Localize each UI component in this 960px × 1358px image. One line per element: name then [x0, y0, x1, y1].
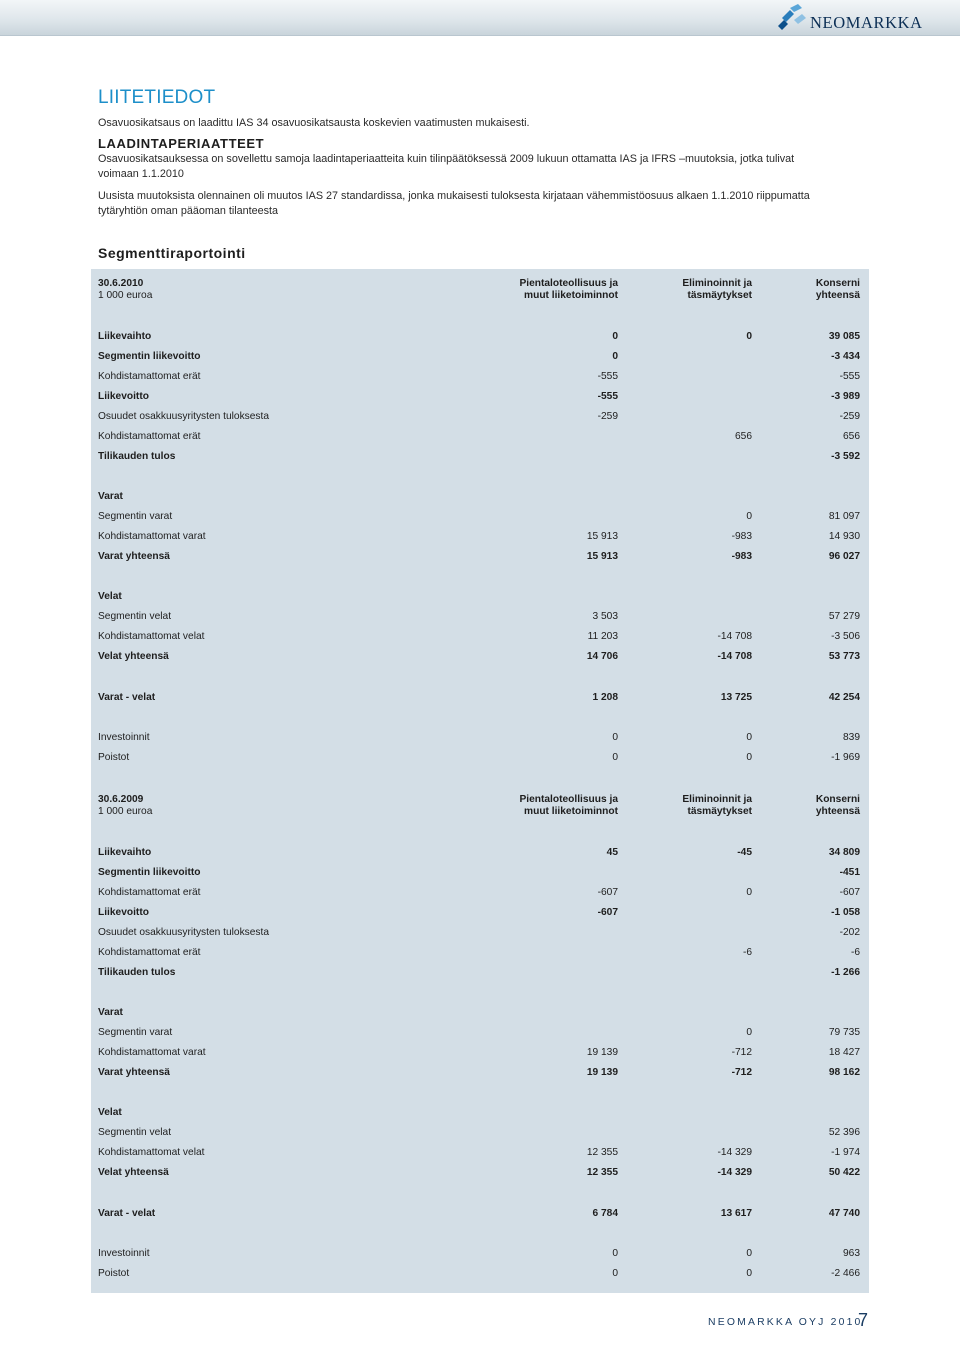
row-label: Velat yhteensä: [98, 1167, 169, 1178]
table-row: [98, 749, 862, 767]
policies-heading: LAADINTAPERIAATTEET: [98, 136, 265, 151]
cell-segment: -607: [597, 887, 618, 898]
policies-text-2: Uusista muutoksista olennainen oli muutos IAS 27 standardissa, jonka mukaisesti tuloksesta kirjataan vähemmistöosuus alkaen 1.1.2010 riippumatta: [98, 190, 810, 202]
intro-text: Osavuosikatsaus on laadittu IAS 34 osavuosikatsausta koskevien vaatimusten mukaisesti.: [98, 117, 530, 129]
cell-eliminations: 0: [746, 511, 752, 522]
col-eliminations-line2: täsmäytykset: [687, 806, 752, 817]
col-group-header: [816, 278, 860, 302]
table-row: [98, 964, 862, 982]
cell-eliminations: 656: [735, 431, 752, 442]
row-label: Tilikauden tulos: [98, 967, 176, 978]
row-label: Poistot: [98, 752, 130, 763]
cell-group: -1 969: [831, 752, 860, 763]
row-label: Osuudet osakkuusyritysten tuloksesta: [98, 411, 270, 422]
row-label: Segmentin varat: [98, 1027, 173, 1038]
cell-group: 53 773: [828, 651, 860, 662]
cell-group: 50 422: [828, 1167, 860, 1178]
table-row: [98, 884, 862, 902]
table-row: [98, 729, 862, 747]
col-group-line1: Konserni: [815, 278, 860, 289]
table-row: [98, 648, 862, 666]
table-row: [98, 528, 862, 546]
row-label: Kohdistamattomat varat: [98, 531, 206, 542]
cell-segment: -259: [597, 411, 618, 422]
cell-segment: 19 139: [586, 1047, 618, 1058]
table-row: [98, 1245, 862, 1263]
cell-group: 57 279: [828, 611, 860, 622]
notes-section: [98, 86, 878, 261]
col-eliminations-header: [682, 278, 752, 302]
table-row: [98, 924, 862, 942]
row-label: Investoinnit: [98, 732, 150, 743]
cell-group: -1 974: [831, 1147, 860, 1158]
table-row: [98, 1064, 862, 1082]
cell-segment: 14 706: [586, 651, 618, 662]
row-label: Poistot: [98, 1268, 130, 1279]
cell-segment: 11 203: [587, 631, 618, 642]
row-label: Tilikauden tulos: [98, 451, 176, 462]
cell-segment: 6 784: [592, 1208, 618, 1219]
cell-group: 52 396: [828, 1127, 860, 1138]
row-label: Kohdistamattomat erät: [98, 431, 201, 442]
col-group-line2: yhteensä: [815, 806, 860, 817]
cell-group: 34 809: [828, 847, 860, 858]
row-label: Kohdistamattomat velat: [98, 631, 205, 642]
cell-group: 79 735: [828, 1027, 860, 1038]
row-label: Liikevaihto: [98, 331, 152, 342]
row-label: Segmentin velat: [98, 1127, 172, 1138]
period-date: 30.6.2009: [98, 794, 144, 805]
col-group-header: [816, 794, 860, 818]
cell-eliminations: -45: [737, 847, 752, 858]
row-label: Varat - velat: [98, 692, 156, 703]
cell-segment: 12 355: [586, 1147, 618, 1158]
table-row: [98, 408, 862, 426]
cell-eliminations: -983: [731, 551, 752, 562]
row-label: Kohdistamattomat erät: [98, 947, 201, 958]
cell-group: -451: [839, 867, 860, 878]
row-label: Kohdistamattomat erät: [98, 887, 201, 898]
table-row: [98, 628, 862, 646]
table-row: [98, 1124, 862, 1142]
cell-eliminations: 0: [746, 1027, 752, 1038]
policies-text-1: Osavuosikatsauksessa on sovellettu samoja laadintaperiaatteita kuin tilinpäätöksessä 2009 lukuun ottamatta IAS ja IFRS –muutoksia, jotka tulivat: [98, 153, 795, 165]
cell-segment: -555: [597, 371, 618, 382]
page-number: 7: [858, 1310, 869, 1330]
cell-group: -3 506: [831, 631, 860, 642]
cell-group: -3 989: [831, 391, 860, 402]
cell-eliminations: -14 708: [717, 651, 752, 662]
table-header: [98, 278, 862, 304]
cell-eliminations: 0: [746, 1248, 752, 1259]
cell-segment: -555: [597, 391, 618, 402]
row-label: Kohdistamattomat velat: [98, 1147, 205, 1158]
logo-mark-icon: [772, 4, 808, 34]
table-row: [98, 428, 862, 446]
cell-group: -1 266: [831, 967, 860, 978]
brand-name: NEOMARKKA: [810, 13, 923, 32]
table-row: [98, 588, 862, 606]
footer-text: NEOMARKKA OYJ 2010: [708, 1317, 863, 1328]
col-segment-line2: muut liiketoiminnot: [524, 290, 618, 301]
row-label: Velat yhteensä: [98, 651, 169, 662]
cell-segment: 1 208: [592, 692, 618, 703]
cell-segment: 0: [612, 1268, 618, 1279]
cell-eliminations: 0: [746, 887, 752, 898]
cell-group: 963: [843, 1248, 860, 1259]
col-segment-line2: muut liiketoiminnot: [524, 806, 618, 817]
row-label: Liikevoitto: [98, 391, 149, 402]
logo: [772, 4, 942, 34]
row-label: Varat: [98, 1007, 123, 1018]
row-label: Kohdistamattomat varat: [98, 1047, 206, 1058]
cell-eliminations: -14 329: [717, 1147, 752, 1158]
cell-group: 98 162: [828, 1067, 860, 1078]
table-row: [98, 508, 862, 526]
col-eliminations-line2: täsmäytykset: [687, 290, 752, 301]
row-label: Segmentin velat: [98, 611, 172, 622]
row-label: Varat yhteensä: [98, 551, 170, 562]
cell-segment: 0: [612, 752, 618, 763]
row-label: Investoinnit: [98, 1248, 150, 1259]
cell-eliminations: -6: [742, 947, 752, 958]
col-group-line2: yhteensä: [815, 290, 860, 301]
cell-group: 96 027: [828, 551, 860, 562]
cell-group: -3 592: [831, 451, 860, 462]
table-row: [98, 448, 862, 466]
table-row: [98, 904, 862, 922]
table-row: [98, 689, 862, 707]
row-label: Segmentin liikevoitto: [98, 867, 201, 878]
table-row: [98, 368, 862, 386]
table-row: [98, 388, 862, 406]
table-row: [98, 864, 862, 882]
table-header: [98, 794, 862, 820]
cell-group: 14 930: [828, 531, 860, 542]
row-label: Velat: [98, 591, 122, 602]
col-segment-line1: Pientaloteollisuus ja: [519, 278, 618, 289]
cell-group: -1 058: [831, 907, 860, 918]
cell-group: 18 427: [828, 1047, 860, 1058]
table-row: [98, 548, 862, 566]
table-row: [98, 348, 862, 366]
cell-group: 47 740: [828, 1208, 860, 1219]
cell-segment: 0: [612, 331, 618, 342]
cell-segment: 12 355: [586, 1167, 618, 1178]
cell-group: -202: [839, 927, 860, 938]
period-date: 30.6.2010: [98, 278, 144, 289]
col-segment-header: [519, 278, 618, 302]
cell-eliminations: -983: [731, 531, 752, 542]
cell-eliminations: -712: [731, 1067, 752, 1078]
cell-group: 839: [843, 732, 860, 743]
row-label: Osuudet osakkuusyritysten tuloksesta: [98, 927, 270, 938]
row-label: Kohdistamattomat erät: [98, 371, 201, 382]
col-segment-header: [519, 794, 618, 818]
table-row: [98, 1144, 862, 1162]
cell-eliminations: -14 708: [717, 631, 752, 642]
cell-segment: -607: [597, 907, 618, 918]
cell-segment: 45: [606, 847, 618, 858]
policies-text-1b: voimaan 1.1.2010: [98, 168, 184, 180]
unit-label: 1 000 euroa: [98, 290, 153, 301]
cell-group: -607: [839, 887, 860, 898]
policies-text-2b: tytäryhtiön oman pääoman tilanteesta: [98, 205, 279, 217]
table-row: [98, 844, 862, 862]
segment-heading: Segmenttiraportointi: [98, 245, 246, 261]
col-eliminations-header: [682, 794, 752, 818]
cell-segment: 0: [612, 1248, 618, 1259]
cell-eliminations: 0: [746, 752, 752, 763]
row-label: Varat yhteensä: [98, 1067, 170, 1078]
unit-label: 1 000 euroa: [98, 806, 153, 817]
row-label: Segmentin varat: [98, 511, 173, 522]
col-segment-line1: Pientaloteollisuus ja: [519, 794, 618, 805]
table-row: [98, 1265, 862, 1283]
cell-group: 42 254: [828, 692, 860, 703]
cell-eliminations: 0: [746, 1268, 752, 1279]
row-label: Liikevaihto: [98, 847, 152, 858]
cell-group: 39 085: [828, 331, 860, 342]
cell-eliminations: 0: [746, 331, 752, 342]
table-row: [98, 944, 862, 962]
page-title: LIITETIEDOT: [98, 87, 216, 108]
row-label: Varat: [98, 491, 123, 502]
cell-segment: 3 503: [592, 611, 618, 622]
cell-eliminations: 13 617: [720, 1208, 752, 1219]
cell-segment: 15 913: [586, 551, 618, 562]
table-row: [98, 1004, 862, 1022]
cell-group: 656: [843, 431, 860, 442]
cell-segment: 0: [612, 732, 618, 743]
cell-group: -555: [839, 371, 860, 382]
cell-segment: 15 913: [586, 531, 618, 542]
table-row: [98, 608, 862, 626]
cell-group: 81 097: [828, 511, 860, 522]
row-label: Segmentin liikevoitto: [98, 351, 201, 362]
row-label: Liikevoitto: [98, 907, 149, 918]
cell-group: -2 466: [831, 1268, 860, 1279]
table-row: [98, 488, 862, 506]
table-row: [98, 1104, 862, 1122]
cell-eliminations: 13 725: [720, 692, 752, 703]
table-row: [98, 1205, 862, 1223]
cell-group: -259: [839, 411, 860, 422]
cell-group: -6: [850, 947, 860, 958]
col-group-line1: Konserni: [815, 794, 860, 805]
cell-eliminations: 0: [746, 732, 752, 743]
cell-eliminations: -712: [731, 1047, 752, 1058]
table-row: [98, 1044, 862, 1062]
table-row: [98, 1164, 862, 1182]
table-row: [98, 328, 862, 346]
col-eliminations-line1: Eliminoinnit ja: [682, 278, 752, 289]
cell-eliminations: -14 329: [717, 1167, 752, 1178]
cell-group: -3 434: [831, 351, 860, 362]
cell-segment: 0: [612, 351, 618, 362]
row-label: Velat: [98, 1107, 122, 1118]
row-label: Varat - velat: [98, 1208, 156, 1219]
cell-segment: 19 139: [586, 1067, 618, 1078]
table-row: [98, 1024, 862, 1042]
col-eliminations-line1: Eliminoinnit ja: [682, 794, 752, 805]
